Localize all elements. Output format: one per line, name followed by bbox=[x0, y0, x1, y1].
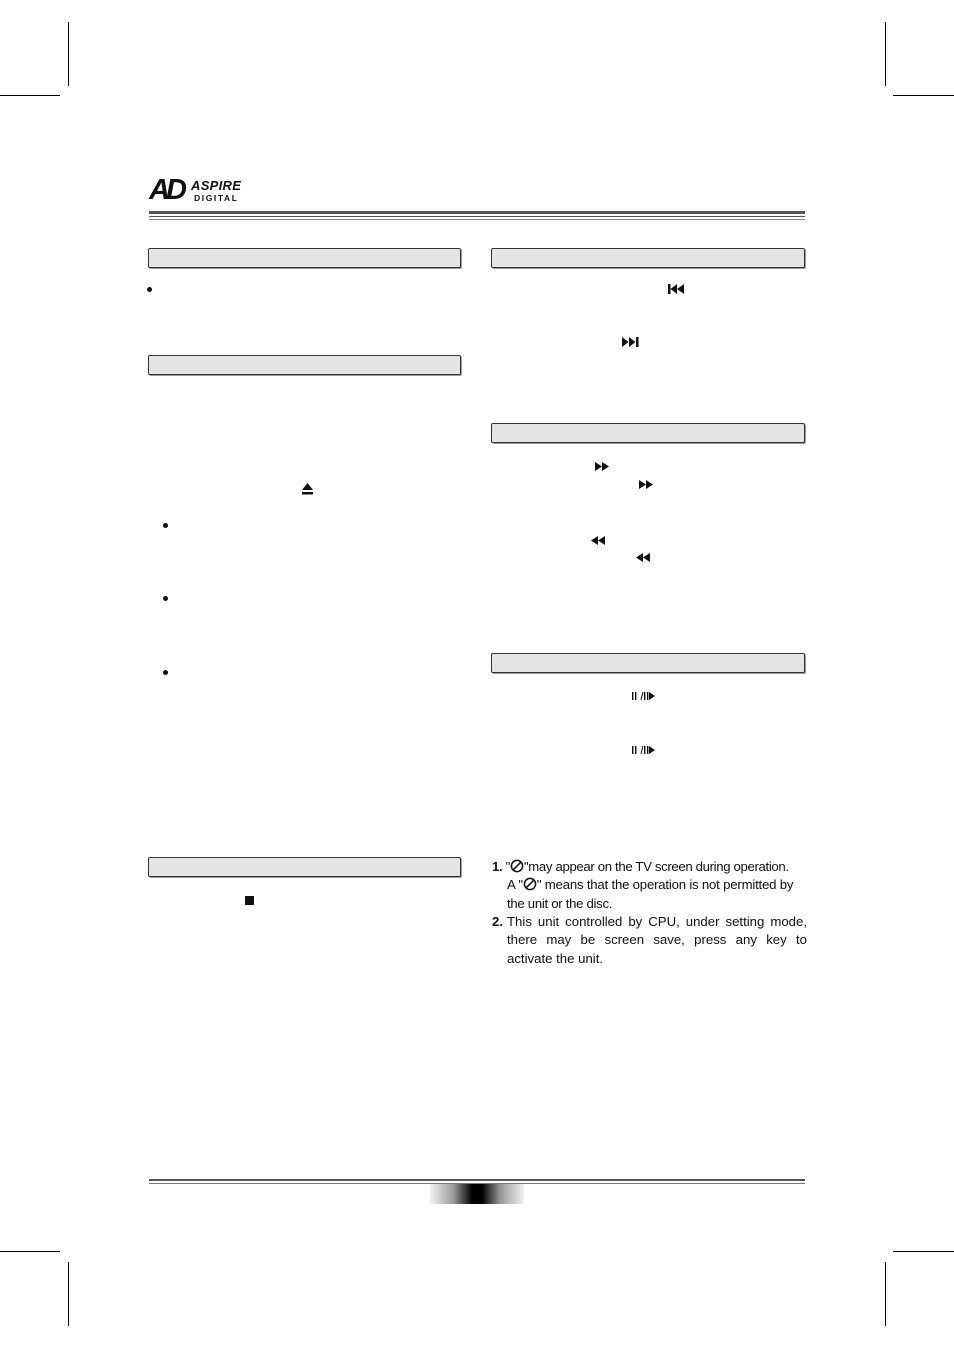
note-text-fragment: " bbox=[502, 859, 510, 874]
section-heading-bar bbox=[491, 423, 805, 443]
crop-mark bbox=[885, 22, 886, 86]
note-item-1 bbox=[492, 858, 807, 913]
header-rule bbox=[149, 216, 805, 217]
note-text: This unit controlled by CPU, under setting mode, there may be screen save, press any key to activate the unit. bbox=[507, 914, 807, 966]
header-rule bbox=[149, 211, 805, 214]
note-text-fragment: A " bbox=[507, 877, 523, 893]
bullet bbox=[163, 670, 168, 675]
note-item-2 bbox=[492, 913, 807, 968]
note-number: 2. bbox=[492, 914, 503, 929]
header-rule bbox=[149, 219, 805, 220]
brand-monogram: AD bbox=[149, 174, 183, 206]
note-text-fragment: "may appear on the TV screen during operation. bbox=[523, 859, 789, 874]
skip-next-icon bbox=[622, 337, 639, 347]
crop-mark bbox=[893, 1251, 954, 1252]
rewind-icon bbox=[591, 536, 605, 545]
crop-mark bbox=[885, 1262, 886, 1326]
fast-forward-icon bbox=[639, 480, 653, 489]
eject-icon bbox=[302, 483, 313, 495]
brand-logo bbox=[149, 176, 259, 206]
brand-subname: DIGITAL bbox=[194, 193, 239, 203]
section-heading-bar bbox=[148, 248, 461, 268]
section-heading-bar bbox=[148, 355, 461, 375]
bullet bbox=[163, 596, 168, 601]
note-text-fragment: " means that the operation is not permitted by bbox=[536, 877, 794, 893]
stop-icon bbox=[245, 896, 254, 905]
section-heading-bar bbox=[148, 857, 461, 877]
crop-mark bbox=[0, 1251, 60, 1252]
crop-mark bbox=[0, 95, 60, 96]
brand-name: ASPIRE bbox=[191, 178, 242, 193]
section-heading-bar bbox=[491, 248, 805, 268]
crop-mark bbox=[68, 22, 69, 86]
footer-rule bbox=[149, 1179, 805, 1181]
note-text-fragment: the unit or the disc. bbox=[507, 895, 613, 911]
crop-mark bbox=[68, 1262, 69, 1326]
bullet bbox=[163, 523, 168, 528]
crop-mark bbox=[893, 95, 954, 96]
bullet bbox=[147, 287, 152, 292]
prohibited-icon bbox=[523, 877, 537, 891]
prohibited-icon bbox=[510, 859, 524, 873]
rewind-icon bbox=[636, 553, 650, 562]
pause-step-icon bbox=[632, 692, 656, 700]
pause-step-icon bbox=[632, 746, 656, 754]
note-number: 1. bbox=[492, 859, 503, 874]
skip-previous-icon bbox=[668, 284, 685, 294]
fast-forward-icon bbox=[595, 462, 609, 471]
section-heading-bar bbox=[491, 653, 805, 673]
page-number-tab bbox=[430, 1184, 524, 1204]
